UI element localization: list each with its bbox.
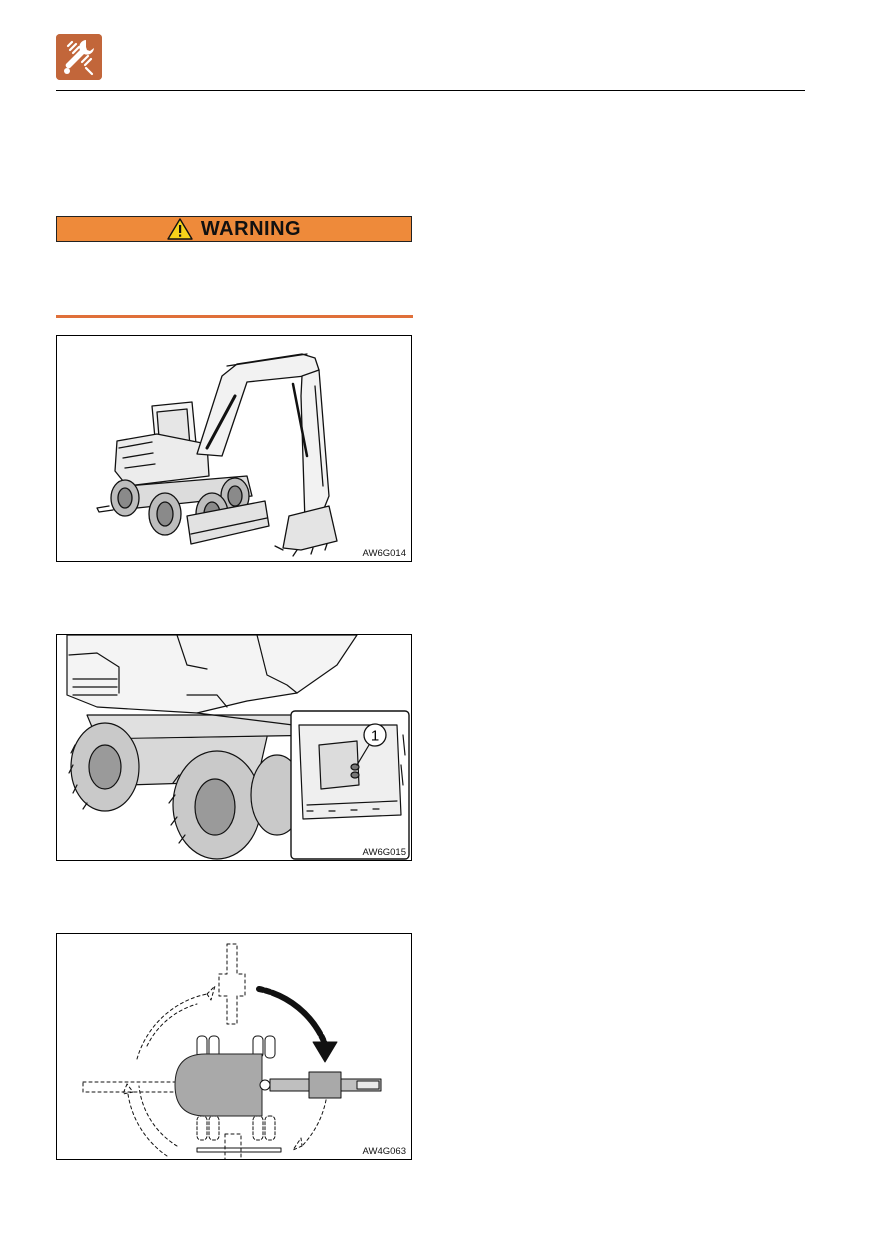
figure-excavator (56, 335, 412, 562)
figure-code: AW4G063 (362, 1146, 406, 1157)
figure-undercarriage-detail (56, 634, 412, 861)
warning-banner (56, 216, 412, 242)
figure-rotation-diagram (56, 933, 412, 1160)
figure-code: AW6G015 (362, 847, 406, 858)
rotation-diagram (57, 934, 412, 1160)
warning-label: WARNING (200, 217, 302, 240)
section-divider (56, 315, 413, 318)
callout-number: 1 (370, 727, 380, 745)
maintenance-section-icon (56, 34, 102, 80)
undercarriage-illustration (57, 635, 412, 861)
warning-triangle-icon (167, 218, 193, 240)
excavator-illustration (57, 336, 412, 562)
wrench-spring-icon (56, 34, 102, 80)
header-divider (56, 90, 805, 91)
figure-code: AW6G014 (362, 548, 406, 559)
